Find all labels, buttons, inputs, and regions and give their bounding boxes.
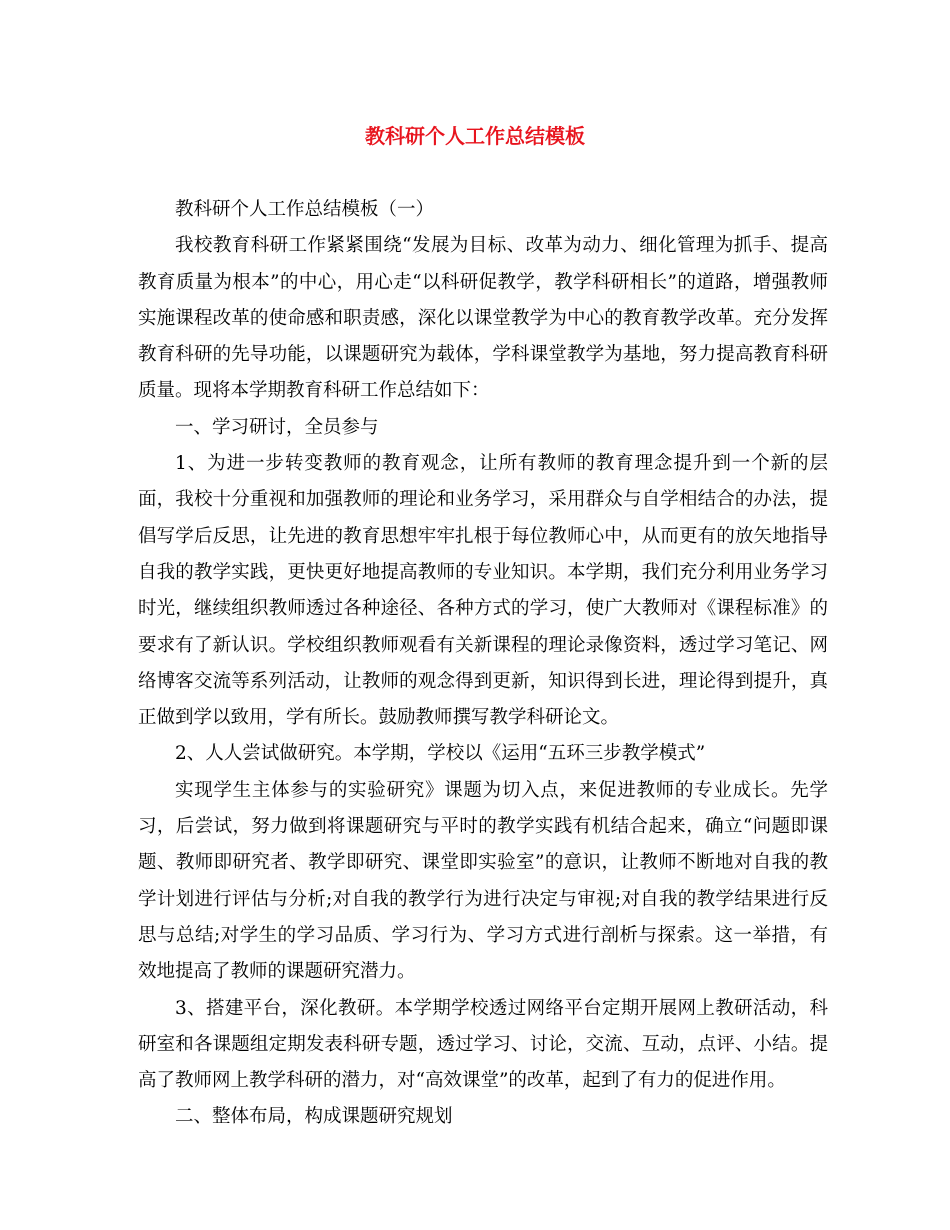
paragraph-intro: 我校教育科研工作紧紧围绕“发展为目标、改革为动力、细化管理为抓手、提高教育质量为根本”的中心，用心走“以科研促教学，教学科研相长”的道路，增强教师实施课程改革的使命感和职责感，深化以课堂教学为中心的教育教学改革。充分发挥教育科研的先导功能，以课题研究为载体，学科课堂教学为基地，努力提高教育科研质量。现将本学期教育科研工作总结如下： — [138, 235, 828, 402]
document-body — [138, 192, 828, 1136]
paragraph-item-3: 3、搭建平台，深化教研。本学期学校透过网络平台定期开展网上教研活动，科研室和各课题组定期发表科研专题，透过学习、讨论，交流、互动，点评、小结。提高了教师网上教学科研的潜力，对“高效课堂”的改革，起到了有力的促进作用。 — [138, 997, 828, 1092]
paragraph-item-1: 1、为进一步转变教师的教育观念，让所有教师的教育理念提升到一个新的层面，我校十分重视和加强教师的理论和业务学习，采用群众与自学相结合的办法，提倡写学后反思，让先进的教育思想牢牢扎根于每位教师心中，从而更有的放矢地指导自我的教学实践，更快更好地提高教师的专业知识。本学期，我们充分利用业务学习时光，继续组织教师透过各种途径、各种方式的学习，使广大教师对《课程标准》的要求有了新认识。学校组织教师观看有关新课程的理论录像资料，透过学习笔记、网络博客交流等系列活动，让教师的观念得到更新，知识得到长进，理论得到提升，真正做到学以致用，学有所长。鼓励教师撰写教学科研论文。 — [138, 453, 828, 729]
paragraph-item-2-continued: 实现学生主体参与的实验研究》课题为切入点，来促进教师的专业成长。先学习，后尝试，努力做到将课题研究与平时的教学实践有机结合起来，确立“问题即课题、教师即研究者、教学即研究、课堂即实验室”的意识，让教师不断地对自我的教学计划进行评估与分析;对自我的教学行为进行决定与审视;对自我的教学结果进行反思与总结;对学生的学习品质、学习行为、学习方式进行剖析与探索。这一举措，有效地提高了教师的课题研究潜力。 — [138, 779, 828, 983]
document-title: 教科研个人工作总结模板 — [365, 124, 585, 148]
paragraph-item-2: 2、人人尝试做研究。本学期，学校以《运用“五环三步教学模式” — [175, 743, 706, 765]
section-heading-1: 一、学习研讨，全员参与 — [175, 416, 379, 438]
paragraph-subtitle: 教科研个人工作总结模板（一） — [175, 199, 435, 220]
section-heading-2: 二、整体布局，构成课题研究规划 — [175, 1106, 453, 1128]
